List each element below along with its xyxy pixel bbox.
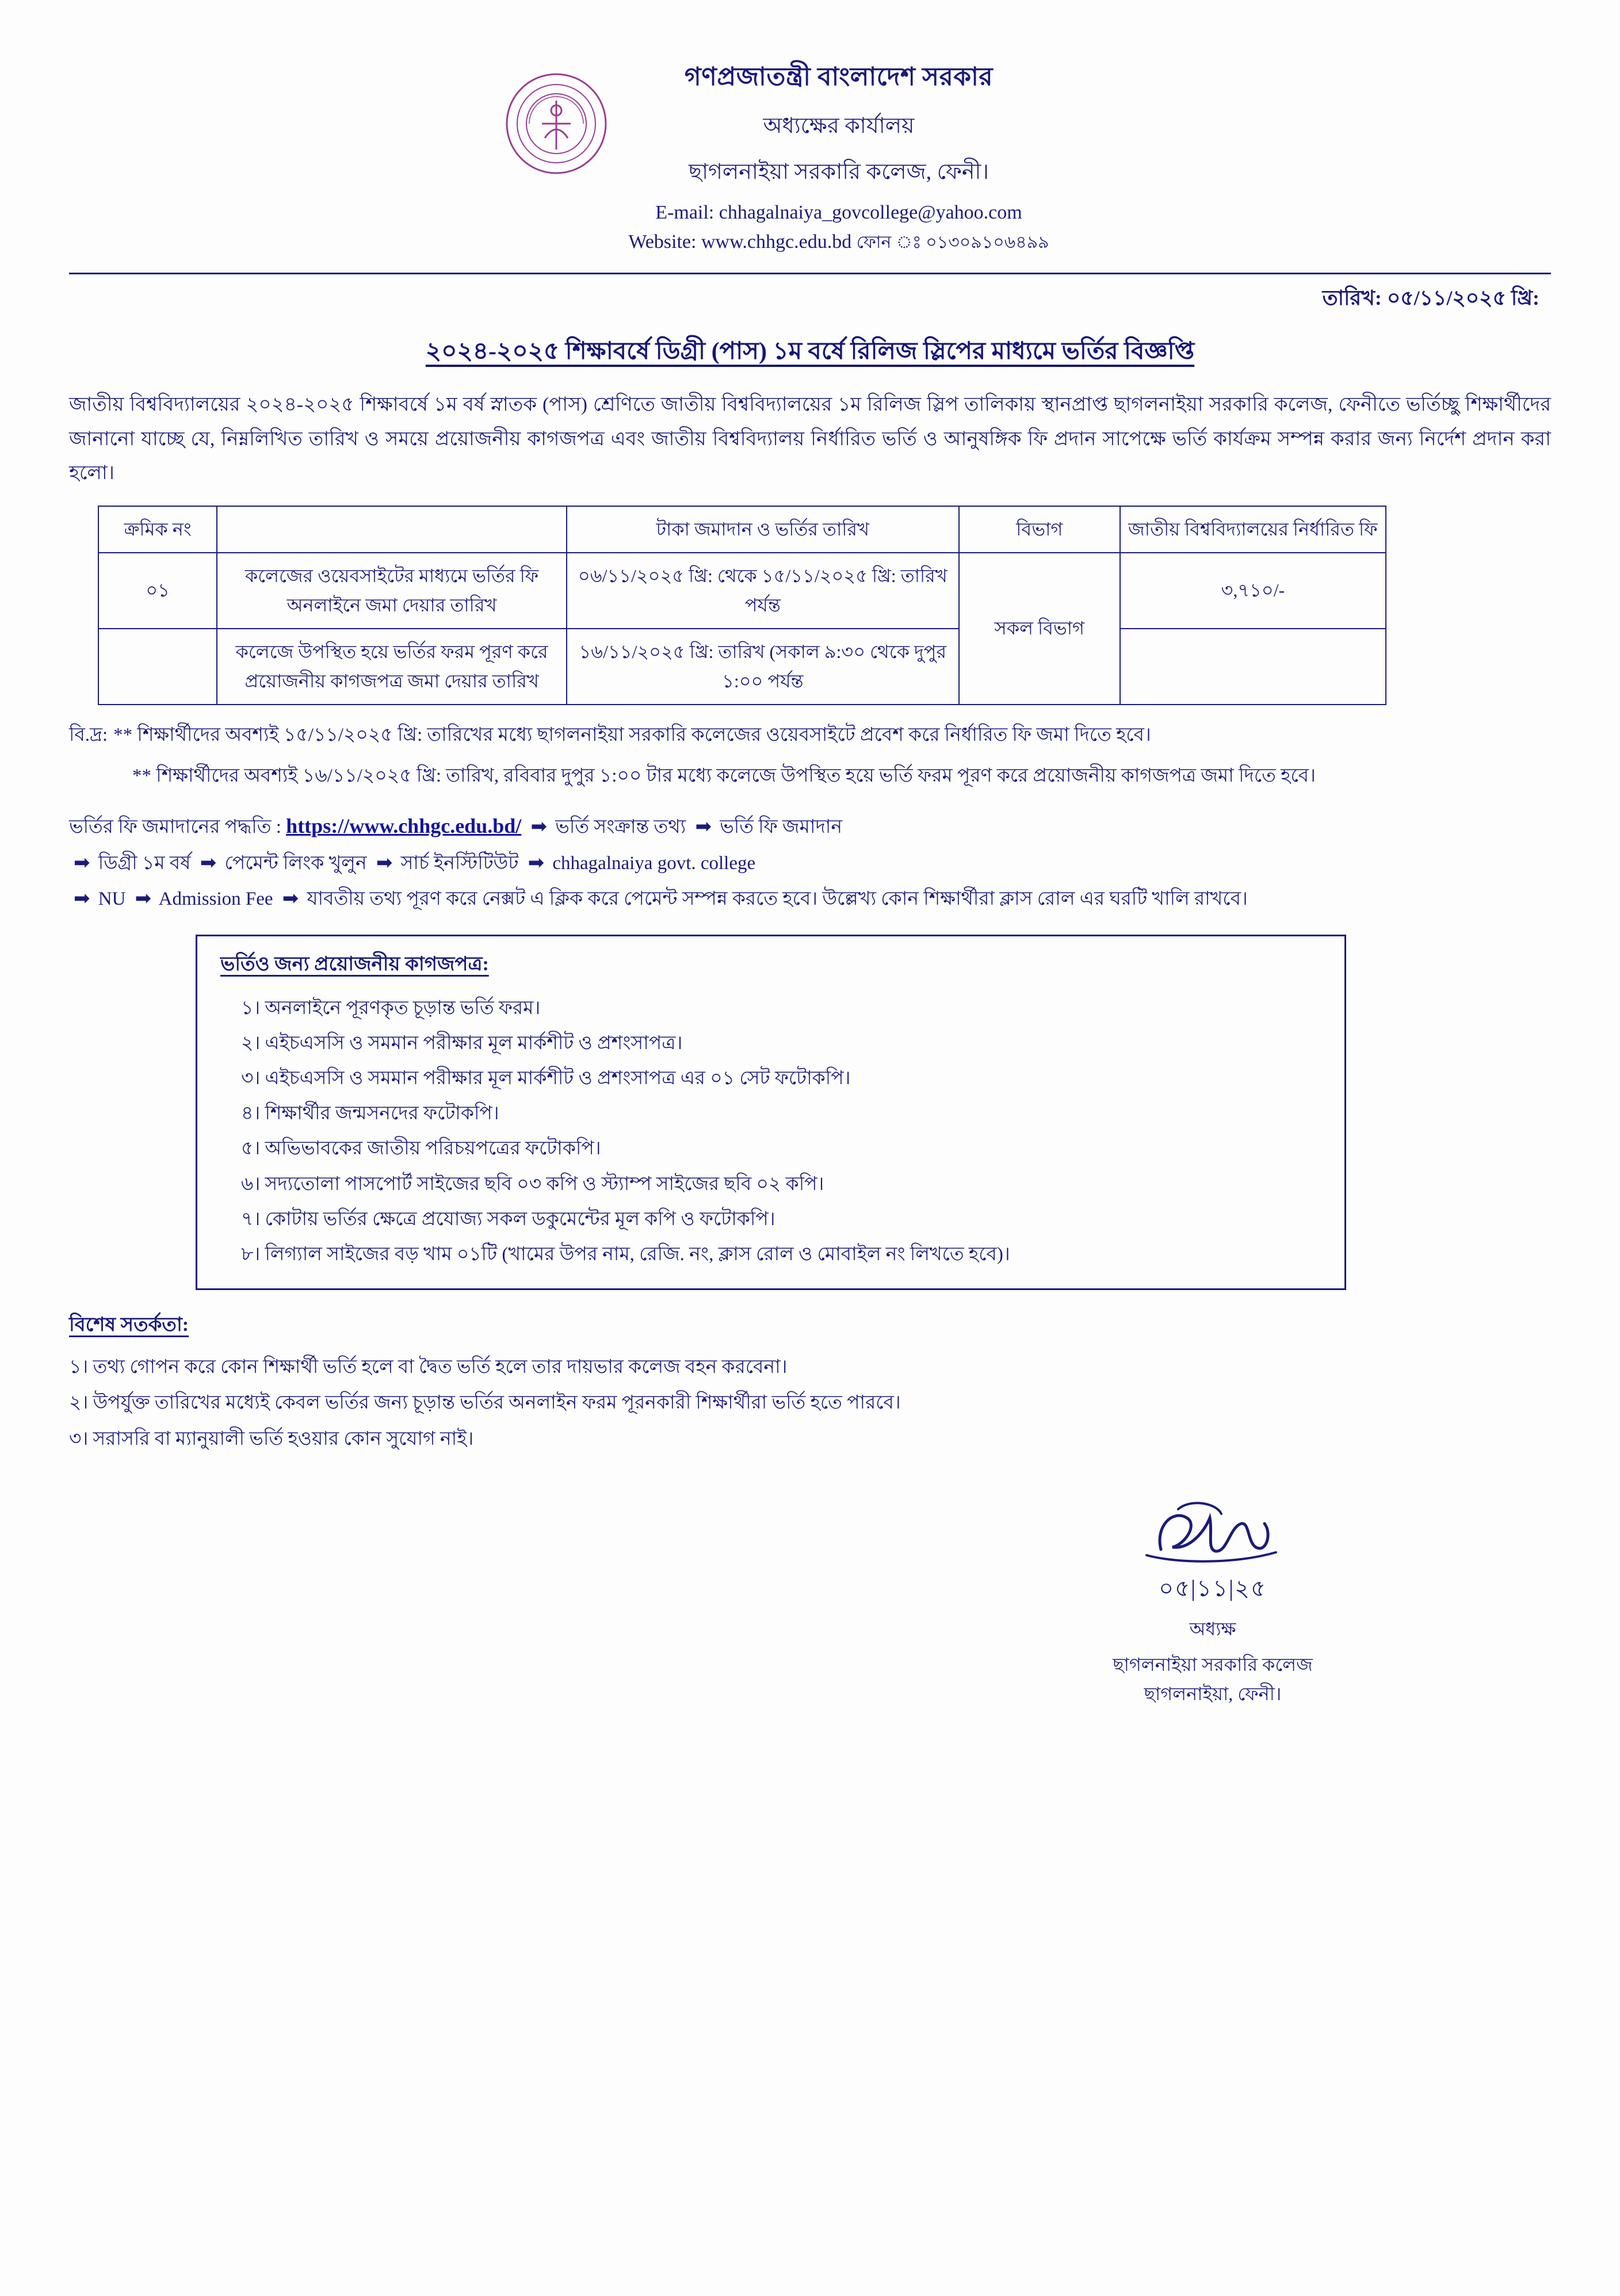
- list-item: ২। এইচএসসি ও সমমান পরীক্ষার মূল মার্কশীট ও প্রশংসাপত্র।: [241, 1033, 683, 1054]
- arrow-right-icon: ➡: [200, 852, 216, 874]
- government-seal-icon: [502, 69, 611, 178]
- cell-serial-1: ০১: [98, 553, 217, 629]
- signature-block: [69, 1492, 1551, 1709]
- table-header-row: [98, 506, 1386, 553]
- note-text-1: ** শিক্ষার্থীদের অবশ্যই ১৫/১১/২০২৫ খ্রি: তারিখের মধ্যে ছাগলনাইয়া সরকারি কলেজের ওয়েবসাইটে প্রবেশ করে নির্ধারিত ফি জমা দিতে হবে।: [113, 725, 1151, 746]
- website-label: Website: www.chhgc.edu.bd: [628, 231, 852, 252]
- website-line: [628, 228, 1049, 258]
- procedure-step-3: ডিগ্রী ১ম বর্ষ: [98, 852, 191, 874]
- note-text-2: ** শিক্ষার্থীদের অবশ্যই ১৬/১১/২০২৫ খ্রি: তারিখ, রবিবার দুপুর ১:০০ টার মধ্যে কলেজে উপস্থিত হয়ে ভর্তি ফরম পূরণ করে প্রয়োজনীয় কাগজপত্র জমা দিতে হবে।: [132, 765, 1316, 786]
- note-row-1: [69, 719, 1551, 751]
- cell-serial-2: [98, 629, 217, 705]
- list-item: ৮। লিগ্যাল সাইজের বড় খাম ০১টি (খামের উপর নাম, রেজি. নং, ক্লাস রোল ও মোবাইল নং লিখতে হবে)।: [241, 1243, 1010, 1265]
- signature-date: ০৫|১১|২৫: [1159, 1575, 1267, 1601]
- th-serial: ক্রমিক নং: [98, 506, 217, 553]
- phone-label: ফোন ঃ ০১৩০৯১০৬৪৯৯: [856, 233, 1049, 252]
- required-documents-box: [196, 935, 1346, 1289]
- procedure-intro: ভর্তির ফি জমাদানের পদ্ধতি :: [69, 816, 281, 837]
- page-title: ২০২৪-২০২৫ শিক্ষাবর্ষে ডিগ্রী (পাস) ১ম বর্ষে রিলিজ স্লিপের মাধ্যমে ভর্তির বিজ্ঞপ্তি: [425, 338, 1195, 365]
- procedure-step-1: ভর্তি সংক্রান্ত তথ্য: [555, 816, 686, 837]
- cell-fee-1: ৩,৭১০/-: [1120, 553, 1386, 629]
- arrow-right-icon: ➡: [376, 852, 392, 874]
- arrow-right-icon: ➡: [528, 852, 544, 874]
- govt-name: গণপ্রজাতন্ত্রী বাংলাদেশ সরকার: [684, 63, 994, 91]
- email-line: E-mail: chhagalnaiya_govcollege@yahoo.com: [655, 202, 1022, 223]
- signature-icon: [1092, 1492, 1334, 1578]
- list-item: ৩। সরাসরি বা ম্যানুয়ালী ভর্তি হওয়ার কোন সুযোগ নাই।: [69, 1429, 474, 1450]
- procedure-step-5: সার্চ ইনস্টিটিউট: [400, 852, 519, 874]
- th-date: টাকা জমাদান ও ভর্তির তারিখ: [567, 506, 959, 553]
- th-department: বিভাগ: [959, 506, 1120, 553]
- list-item: ৩। এইচএসসি ও সমমান পরীক্ষার মূল মার্কশীট ও প্রশংসাপত্র এর ০১ সেট ফটোকপি।: [241, 1068, 851, 1089]
- arrow-right-icon: ➡: [74, 852, 89, 874]
- arrow-right-icon: ➡: [74, 888, 89, 910]
- procedure-step-4: পেমেন্ট লিংক খুলুন: [224, 852, 367, 874]
- procedure-step-2: ভর্তি ফি জমাদান: [720, 816, 843, 837]
- documents-title: ভর্তিও জন্য প্রয়োজনীয় কাগজপত্র:: [220, 954, 489, 975]
- issue-date: তারিখ: ০৫/১১/২০২৫ খ্রি:: [1322, 286, 1539, 309]
- table-row: [98, 629, 1386, 705]
- procedure-tail: যাবতীয় তথ্য পূরণ করে নেক্সট এ ক্লিক করে পেমেন্ট সম্পন্ন করতে হবে। উল্লেখ্য কোন শিক্ষার্থীরা ক্লাস রোল এর ঘরটি খালি রাখবে।: [307, 889, 1248, 910]
- procedure-step-6: chhagalnaiya govt. college: [552, 852, 756, 874]
- signatory-college-line-1: ছাগলনাইয়া সরকারি কলেজ: [1113, 1654, 1313, 1675]
- cell-date-2: ১৬/১১/২০২৫ খ্রি: তারিখ (সকাল ৯:৩০ থেকে দুপুর ১:০০ পর্যন্ত: [567, 629, 959, 705]
- procedure-step-8: Admission Fee: [158, 889, 273, 910]
- payment-procedure: [69, 807, 1551, 918]
- notes-block: [69, 719, 1551, 791]
- office-name: অধ্যক্ষের কার্যালয়: [763, 114, 915, 138]
- warnings-list: [69, 1349, 1551, 1457]
- cell-date-1: ০৬/১১/২০২৫ খ্রি: থেকে ১৫/১১/২০২৫ খ্রি: তারিখ পর্যন্ত: [567, 553, 959, 629]
- documents-list: [220, 991, 1321, 1272]
- th-description: [217, 506, 567, 553]
- cell-fee-2: [1120, 629, 1386, 705]
- cell-description-2: কলেজে উপস্থিত হয়ে ভর্তির ফরম পূরণ করে প্রয়োজনীয় কাগজপত্র জমা দেয়ার তারিখ: [217, 629, 567, 705]
- header-divider: [69, 273, 1551, 274]
- cell-description-1: কলেজের ওয়েবসাইটের মাধ্যমে ভর্তির ফি অনলাইনে জমা দেয়ার তারিখ: [217, 553, 567, 629]
- college-website-link[interactable]: https://www.chhgc.edu.bd/: [286, 814, 522, 837]
- table-row: [98, 553, 1386, 629]
- letterhead: [69, 35, 1551, 258]
- arrow-right-icon: ➡: [695, 816, 710, 837]
- list-item: ১। অনলাইনে পূরণকৃত চূড়ান্ত ভর্তি ফরম।: [241, 998, 541, 1019]
- intro-paragraph: জাতীয় বিশ্ববিদ্যালয়ের ২০২৪-২০২৫ শিক্ষাবর্ষে ১ম বর্ষ স্নাতক (পাস) শ্রেণিতে জাতীয় বিশ্ববিদ্যালয়ের ১ম রিলিজ স্লিপ তালিকায় স্থানপ্রাপ্ত ছাগলনাইয়া সরকারি কলেজ, ফেনীতে ভর্তিচ্ছু শিক্ষার্থীদের জানানো যাচ্ছে যে, নিম্নলিখিত তারিখ ও সময়ে প্রয়োজনীয় কাগজপত্র এবং জাতীয় বিশ্ববিদ্যালয় নির্ধারিত ভর্তি ও আনুষঙ্গিক ফি প্রদান সাপেক্ষে ভর্তি কার্যক্রম সম্পন্ন করার জন্য নির্দেশ প্রদান করা হলো।: [69, 394, 1551, 484]
- list-item: ২। উপর্যুক্ত তারিখের মধ্যেই কেবল ভর্তির জন্য চূড়ান্ত ভর্তির অনলাইন ফরম পূরনকারী শিক্ষার্থীরা ভর্তি হতে পারবে।: [69, 1392, 901, 1414]
- list-item: ৪। শিক্ষার্থীর জন্মসনদের ফটোকপি।: [241, 1103, 499, 1124]
- th-fee: জাতীয় বিশ্ববিদ্যালয়ের নির্ধারিত ফি: [1120, 506, 1386, 553]
- procedure-step-7: NU: [98, 889, 126, 910]
- list-item: ৭। কোটায় ভর্তির ক্ষেত্রে প্রযোজ্য সকল ডকুমেন্টের মূল কপি ও ফটোকপি।: [241, 1208, 775, 1230]
- arrow-right-icon: ➡: [282, 888, 298, 910]
- warnings-title: বিশেষ সতর্কতা:: [69, 1314, 189, 1335]
- schedule-table: [98, 506, 1386, 706]
- signatory-college-line-2: ছাগলনাইয়া, ফেনী।: [1144, 1683, 1282, 1704]
- signatory-role: অধ্যক্ষ: [1189, 1618, 1236, 1639]
- cell-department: সকল বিভাগ: [959, 553, 1120, 705]
- note-row-2: [69, 760, 1551, 792]
- arrow-right-icon: ➡: [530, 816, 547, 837]
- list-item: ৫। অভিভাবকের জাতীয় পরিচয়পত্রের ফটোকপি।: [241, 1138, 601, 1160]
- list-item: ৬। সদ্যতোলা পাসপোর্ট সাইজের ছবি ০৩ কপি ও স্ট্যাম্প সাইজের ছবি ০২ কপি।: [241, 1173, 824, 1195]
- note-label: বি.দ্র:: [69, 725, 108, 746]
- arrow-right-icon: ➡: [135, 888, 151, 910]
- list-item: ১। তথ্য গোপন করে কোন শিক্ষার্থী ভর্তি হলে বা দ্বৈত ভর্তি হলে তার দায়ভার কলেজ বহন করবেনা।: [69, 1356, 788, 1377]
- college-name: ছাগলনাইয়া সরকারি কলেজ, ফেনী।: [688, 160, 989, 184]
